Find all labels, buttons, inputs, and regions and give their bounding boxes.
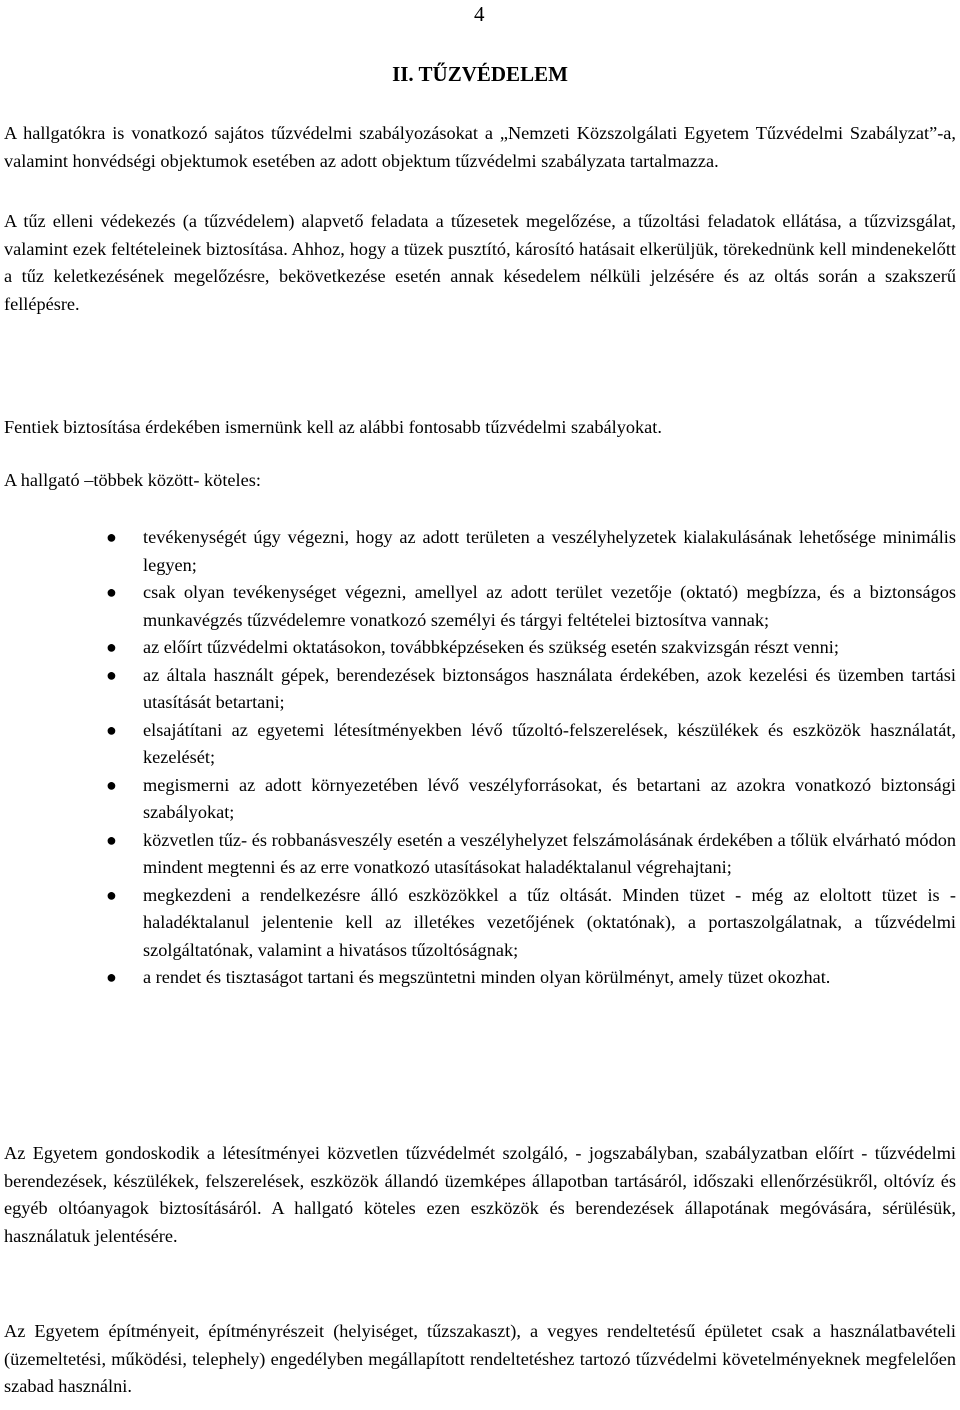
bullet-icon: ● [106,774,117,795]
list-item: ● az általa használt gépek, berendezések biztonságos használata érdekében, azok kezelési és üzemben tartási utasítását betartani; [0,662,956,717]
list-item: ● a rendet és tisztaságot tartani és megszüntetni minden olyan körülményt, amely tüzet okozhat. [0,964,956,992]
obligations-list [0,524,960,992]
bullet-icon: ● [106,719,117,740]
fire-protection-paragraph: A tűz elleni védekezés (a tűzvédelem) alapvető feladata a tűzesetek megelőzése, a tűzoltási feladatok ellátása, a tűzvizsgálat, valamint ezek feltételeinek biztosítása. Ahhoz, hogy a tüzek pusztító, károsító hatásait elkerüljük, törekednünk kell mindenekelőtt a tűz keletkezésének megelőzésre, bekövetkezése esetén annak késedelem nélküli jelzésére és az oltás során a szakszerű fellépésre. [4,211,956,314]
bullet-icon: ● [106,637,117,657]
page-title: II. TŰZVÉDELEM [392,62,568,86]
bullet-icon: ● [106,884,117,905]
obligations-intro: A hallgató –többek között- köteles: [4,470,261,490]
bullet-icon: ● [106,664,117,685]
bullet-icon: ● [106,582,117,602]
list-item: ● csak olyan tevékenységet végezni, amellyel az adott terület vezetője (oktató) megbízza, és a biztonságos munkavégzés tűzvédelemre vonatkozó személyi és tárgyi feltételei biztosítva vannak; [0,579,956,634]
bullet-icon: ● [106,967,117,987]
list-item: ● tevékenységét úgy végezni, hogy az adott területen a veszélyhelyzetek kialakulásának lehetősége minimális legyen; [0,524,956,579]
list-item: ● megkezdeni a rendelkezésre álló eszközökkel a tűz oltását. Minden tüzet - még az eloltott tüzet is - haladéktalanul jelentenie kell az illetékes vezetőjének (oktatónak), a portaszolgálatnak, a tűzvédelmi szolgáltatónak, valamint a hivatásos tűzoltóságnak; [0,882,956,965]
list-item: ● közvetlen tűz- és robbanásveszély esetén a veszélyhelyzet felszámolásának érdekében a tőlük elvárható módon mindent megtenni és az erre vonatkozó utasításokat haladéktalanul végrehajtani; [0,827,956,882]
bullet-icon: ● [106,527,117,547]
building-use-paragraph: Az Egyetem építményeit, építményrészeit (helyiséget, tűzszakaszt), a vegyes rendeltetésű épületet csak a használatbavételi (üzemeltetési, működési, telephely) engedélyben megállapított rendeltetéshez tartozó tűzvédelmi követelményeknek megfelelően szabad használni. [4,1321,956,1396]
list-item: ● elsajátítani az egyetemi létesítményekben lévő tűzoltó-felszerelések, készülékek és eszközök használatát, kezelését; [0,717,956,772]
rules-intro-paragraph: Fentiek biztosítása érdekében ismernünk kell az alábbi fontosabb tűzvédelmi szabályokat. [4,417,662,437]
bullet-icon: ● [106,829,117,850]
list-item: ● az előírt tűzvédelmi oktatásokon, továbbképzéseken és szükség esetén szakvizsgán részt venni; [0,634,956,662]
maintenance-paragraph: Az Egyetem gondoskodik a létesítményei közvetlen tűzvédelmét szolgáló, - jogszabályban, szabályzatban előírt - tűzvédelmi berendezések, készülékek, felszerelések, eszközök állandó üzemképes állapotban tartásáról, időszaki ellenőrzésükről, oltóvíz és egyéb oltóanyagok biztosításáról. A hallgató köteles ezen eszközök és berendezések állapotának megóvására, sérülésük, használatuk jelentésére. [4,1143,956,1246]
page-number: 4 [474,2,485,26]
list-item: ● megismerni az adott környezetében lévő veszélyforrásokat, és betartani az azokra vonatkozó biztonsági szabályokat; [0,772,956,827]
intro-paragraph: A hallgatókra is vonatkozó sajátos tűzvédelmi szabályozásokat a „Nemzeti Közszolgálati Egyetem Tűzvédelmi Szabályzat”-a, valamint honvédségi objektumok esetében az adott objektum tűzvédelmi szabályzata tartalmazza. [4,123,956,171]
